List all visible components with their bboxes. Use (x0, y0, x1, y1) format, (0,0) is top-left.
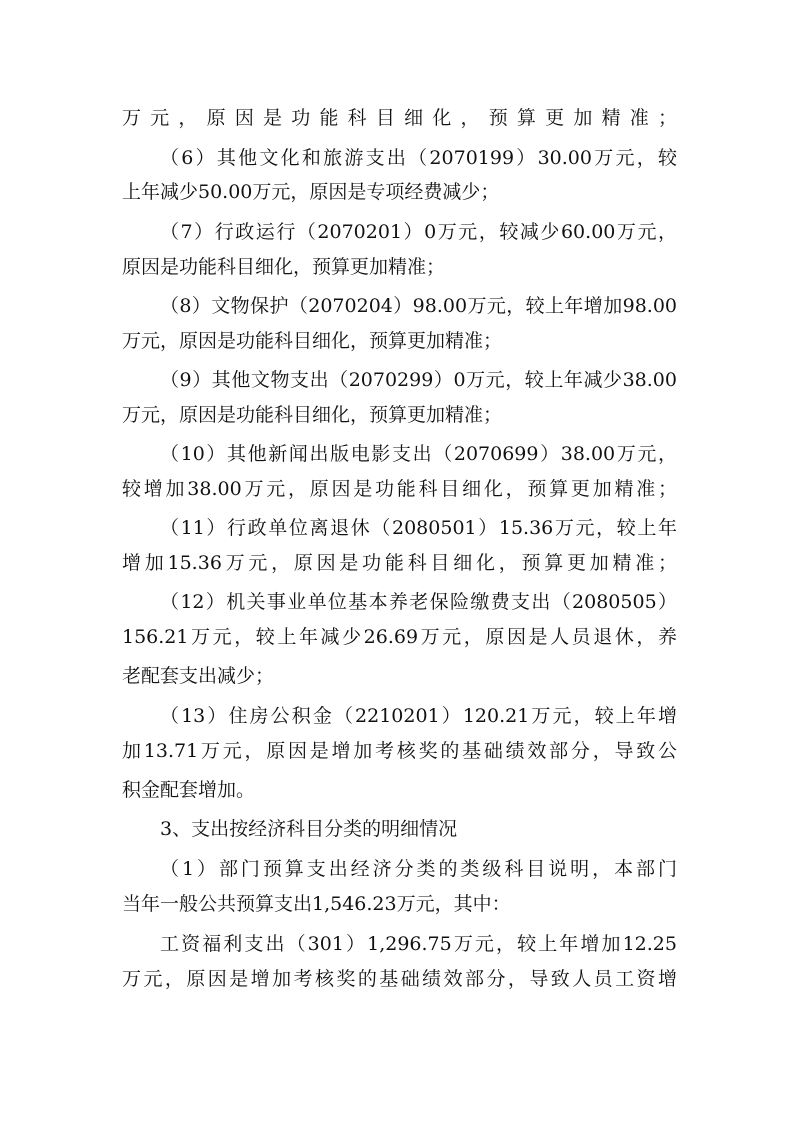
text-line: 上年减少50.00万元，原因是专项经费减少； (122, 181, 500, 203)
text-line: 万元，原因是功能科目细化，预算更加精准； (122, 107, 677, 129)
text-line: 工资福利支出（301）1,296.75万元，较上年增加12.25 (160, 933, 677, 955)
text-line: 加13.71万元，原因是增加考核奖的基础绩效部分，导致公 (122, 740, 677, 762)
text-line: （12）机关事业单位基本养老保险缴费支出（2080505） (160, 591, 677, 613)
text-line: （7）行政运行（2070201）0万元，较减少60.00万元， (160, 221, 677, 243)
text-line: 积金配套增加。 (122, 779, 256, 801)
text-line: 老配套支出减少； (122, 665, 275, 687)
text-line: 156.21万元，较上年减少26.69万元，原因是人员退休，养 (122, 626, 677, 648)
text-line: （1）部门预算支出经济分类的类级科目说明，本部门 (160, 858, 677, 880)
text-line: （10）其他新闻出版电影支出（2070699）38.00万元， (160, 443, 677, 465)
text-line: （9）其他文物支出（2070299）0万元，较上年减少38.00 (160, 369, 677, 391)
text-line: 万元，原因是功能科目细化，预算更加精准； (122, 404, 503, 426)
text-line: （11）行政单位离退休（2080501）15.36万元，较上年 (160, 517, 677, 539)
text-line: 当年一般公共预算支出1,546.23万元，其中： (122, 893, 511, 915)
text-line: （8）文物保护（2070204）98.00万元，较上年增加98.00 (160, 295, 677, 317)
text-line: 增加15.36万元，原因是功能科目细化，预算更加精准； (122, 552, 677, 574)
text-line: （13）住房公积金（2210201）120.21万元，较上年增 (160, 705, 677, 727)
text-line: 万元，原因是增加考核奖的基础绩效部分，导致人员工资增 (122, 968, 677, 990)
text-line: 原因是功能科目细化，预算更加精准； (122, 256, 446, 278)
text-line: 万元，原因是功能科目细化，预算更加精准； (122, 330, 503, 352)
text-line: 较增加38.00万元，原因是功能科目细化，预算更加精准； (122, 478, 677, 500)
section-heading: 3、支出按经济科目分类的明细情况 (160, 818, 458, 840)
text-line: （6）其他文化和旅游支出（2070199）30.00万元，较 (160, 147, 677, 169)
